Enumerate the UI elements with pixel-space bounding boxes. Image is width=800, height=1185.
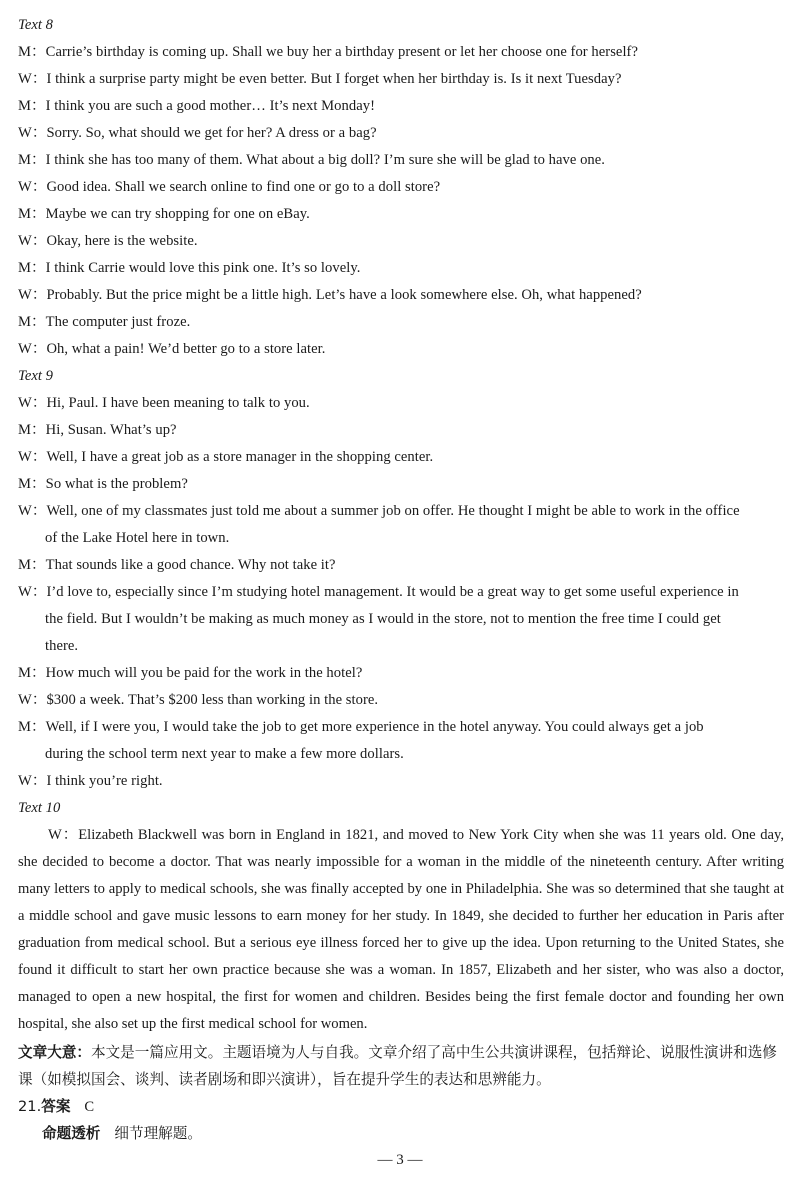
dialogue-line	[18, 174, 786, 201]
answer-line	[18, 1093, 786, 1121]
utterance: The computer just froze.	[45, 314, 191, 330]
utterance: Maybe we can try shopping for one on eBay.	[45, 206, 310, 222]
answer-label: 答案	[41, 1098, 71, 1115]
answer-value: C	[84, 1099, 95, 1115]
text9-heading: Text 9	[18, 368, 54, 384]
dialogue-line	[18, 336, 786, 363]
speaker: W：	[18, 179, 47, 195]
utterance: Carrie’s birthday is coming up. Shall we buy her a birthday present or let her choose one for herself?	[45, 44, 638, 60]
summary	[18, 1039, 786, 1093]
utterance: Oh, what a pain! We’d better go to a store later.	[46, 341, 326, 357]
dialogue-line	[18, 66, 786, 93]
dialogue-line-continued: there.	[45, 638, 79, 654]
utterance: Good idea. Shall we search online to find one or go to a doll store?	[46, 179, 441, 195]
dialogue-line-continued: of the Lake Hotel here in town.	[45, 530, 230, 546]
dialogue-line: W：Well, I have a great job as a store manager in the shopping center.	[18, 449, 434, 465]
speaker: W：	[18, 125, 47, 141]
speaker: M：	[18, 44, 46, 60]
dialogue-line-continued: during the school term next year to make a few more dollars.	[45, 746, 404, 762]
dialogue-line	[18, 147, 786, 174]
dialogue-line	[18, 228, 786, 255]
dialogue-line	[18, 282, 786, 309]
analysis-line	[42, 1120, 782, 1147]
speaker: M：	[18, 152, 46, 168]
text10-heading: Text 10	[18, 800, 61, 816]
dialogue-line	[18, 309, 786, 336]
speaker: W：	[18, 71, 47, 87]
dialogue-line: M：Hi, Susan. What’s up?	[18, 422, 177, 438]
utterance: I think she has too many of them. What about a big doll? I’m sure she will be glad to have one.	[45, 152, 605, 168]
dialogue-line	[18, 255, 786, 282]
summary-label: 文章大意：	[18, 1044, 91, 1061]
question-number: 21.	[18, 1098, 42, 1115]
summary-text: 本文是一篇应用文。主题语境为人与自我。文章介绍了高中生公共演讲课程，包括辩论、说服性演讲和选修课（如模拟国会、谈判、读者剧场和即兴演讲），旨在提升学生的表达和思辨能力。	[18, 1044, 777, 1088]
dialogue-line-continued: the field. But I wouldn’t be making as much money as I would in the store, not to mention the free time I could get	[45, 611, 721, 627]
text10-paragraph: W：Elizabeth Blackwell was born in England in 1821, and moved to New York City when she was 11 years old. One day, she decided to become a doctor. That was nearly impossible for a woman in the middle of the nineteenth century. After writing many letters to apply to medical schools, she was finally accepted by one in Philadelphia. She was so determined that she taught at a middle school and gave music lessons to earn money for her study. In 1849, she decided to further her education in Paris after graduation from medical school. But a serious eye illness forced her to give up the idea. Upon returning to the United States, she found it difficult to start her own practice because she was a woman. In 1857, Elizabeth and her sister, who was also a doctor, managed to open a new hospital, the first for women and children. Besides being the first female doctor and founding her own hospital, she also set up the first medical school for women.	[18, 827, 784, 1032]
dialogue-line: W：I think you’re right.	[18, 773, 163, 789]
dialogue-line: M：So what is the problem?	[18, 476, 188, 492]
analysis-text: 细节理解题。	[114, 1125, 202, 1142]
text8-heading: Text 8	[18, 17, 54, 33]
dialogue-line: M：Well, if I were you, I would take the job to get more experience in the hotel anyway. You could always get a job	[18, 719, 704, 735]
utterance: Sorry. So, what should we get for her? A dress or a bag?	[46, 125, 377, 141]
dialogue-line	[18, 201, 786, 228]
speaker: M：	[18, 98, 46, 114]
dialogue-line: W：$300 a week. That’s $200 less than working in the store.	[18, 692, 379, 708]
dialogue-line	[18, 93, 786, 120]
utterance: I think Carrie would love this pink one. It’s so lovely.	[45, 260, 361, 276]
speaker: M：	[18, 260, 46, 276]
dialogue-line: W：Hi, Paul. I have been meaning to talk to you.	[18, 395, 310, 411]
utterance: Probably. But the price might be a little high. Let’s have a look somewhere else. Oh, what happened?	[46, 287, 642, 303]
dialogue-line	[18, 39, 786, 66]
dialogue-line: M：That sounds like a good chance. Why not take it?	[18, 557, 336, 573]
speaker: M：	[18, 206, 46, 222]
dialogue-line: M：How much will you be paid for the work in the hotel?	[18, 665, 363, 681]
speaker: W：	[18, 341, 47, 357]
dialogue-line: W：I’d love to, especially since I’m studying hotel management. It would be a great way to get some useful experience in	[18, 584, 739, 600]
utterance: Okay, here is the website.	[46, 233, 198, 249]
utterance: I think a surprise party might be even better. But I forget when her birthday is. Is it next Tuesday?	[46, 71, 622, 87]
analysis-label: 命题透析	[42, 1125, 101, 1142]
speaker: W：	[18, 287, 47, 303]
utterance: I think you are such a good mother… It’s next Monday!	[45, 98, 375, 114]
speaker: M：	[18, 314, 46, 330]
dialogue-line: W：Well, one of my classmates just told me about a summer job on offer. He thought I might be able to work in the office	[18, 503, 740, 519]
dialogue-line	[18, 120, 786, 147]
speaker: W：	[18, 233, 47, 249]
page-number: — 3 —	[377, 1152, 423, 1168]
